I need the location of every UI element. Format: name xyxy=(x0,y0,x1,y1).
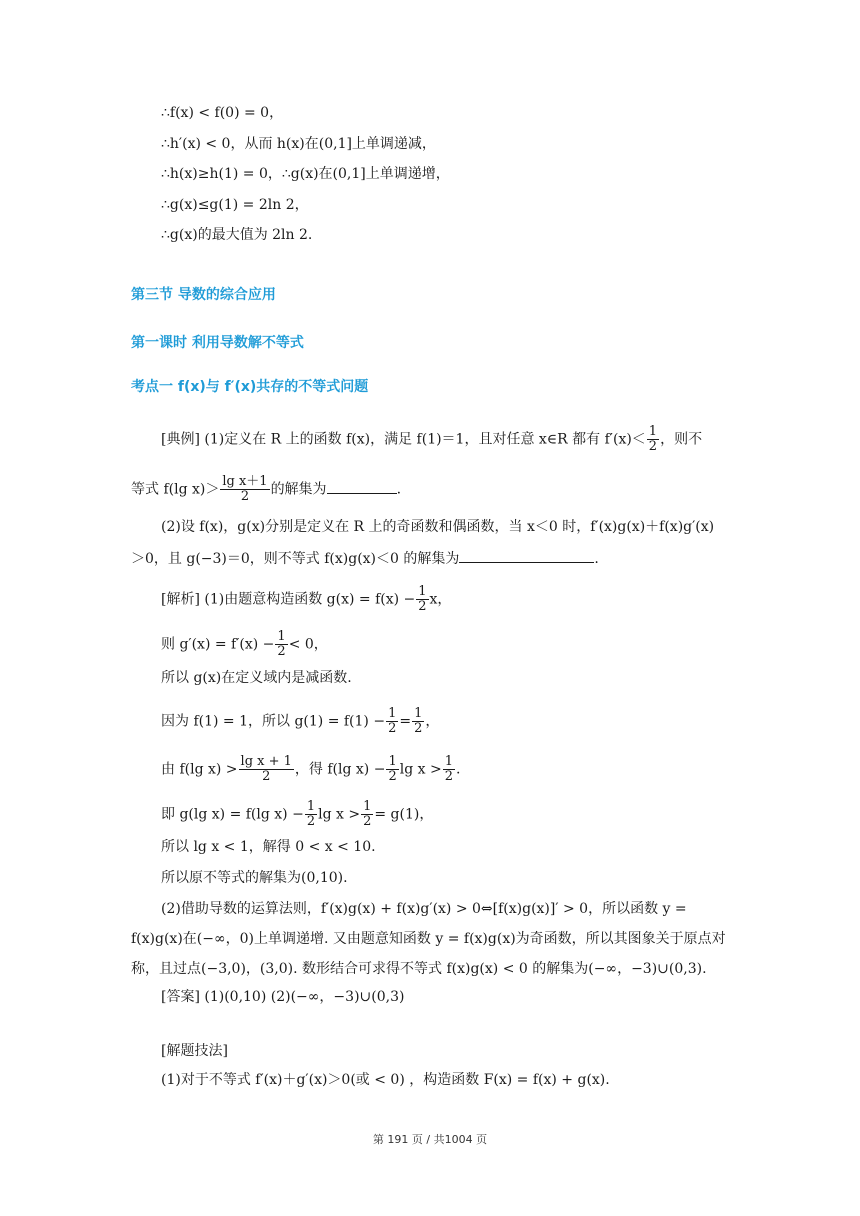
analysis-line-7: 所以 lg x < 1，解得 0 < x < 10. xyxy=(161,839,376,855)
example-line-1: [典例] (1)定义在 R 上的函数 f(x)，满足 f(1)＝1，且对任意 x∈R 都有 f′(x)＜ $\frac{1}{2}$ ，则不 xyxy=(161,424,703,454)
analysis-line-4: 因为 f(1) = 1，所以 g(1) = f(1) − $\frac{1}{2}$ = $\frac{1}{2}$ ， xyxy=(161,706,440,736)
analysis-line-3: 所以 g(x)在定义域内是减函数. xyxy=(161,670,352,686)
fraction: $\frac{\text{lg x + 1}}{2}$ xyxy=(240,754,292,784)
example-line-3: (2)设 f(x)，g(x)分别是定义在 R 上的奇函数和偶函数，当 x＜0 时，f′(x)g(x)＋f(x)g′(x) xyxy=(161,519,715,535)
analysis-line-8: 所以原不等式的解集为(0,10). xyxy=(161,870,348,886)
fraction: $\frac{1}{2}$ xyxy=(388,754,397,784)
fraction: $\frac{1}{2}$ xyxy=(418,584,427,614)
fraction: $\frac{1}{2}$ xyxy=(388,706,397,736)
analysis-line-1: [解析] (1)由题意构造函数 g(x) = f(x) − $\frac{1}{2}$ x， xyxy=(161,584,452,614)
analysis-line-5: 由 f(lg x) > $\frac{\text{lg x + 1}}{2}$ ，得 f(lg x) − $\frac{1}{2}$ lg x > $\frac{1}{2}$ . xyxy=(161,754,461,784)
analysis-line-6: 即 g(lg x) = f(lg x) − $\frac{1}{2}$ lg x > $\frac{1}{2}$ = g(1)， xyxy=(161,799,434,829)
section-title: 第三节 导数的综合应用 xyxy=(131,287,276,303)
answer-blank xyxy=(327,479,397,494)
fraction: $\frac{1}{2}$ xyxy=(306,799,316,829)
page-footer: 第 191 页 / 共1004 页 xyxy=(372,1133,488,1146)
fraction: $\frac{1}{2}$ xyxy=(414,706,423,736)
fraction: $\frac{\text{lg x＋1}}{2}$ xyxy=(222,474,268,504)
example-line-2: 等式 f(lg x)＞ $\frac{\text{lg x＋1}}{2}$ 的解集为 . xyxy=(131,474,402,504)
fraction: $\frac{1}{2}$ xyxy=(444,754,453,784)
answer-line: [答案] (1)(0,10) (2)(−∞，−3)∪(0,3) xyxy=(161,989,405,1005)
derivation-line: ∴h(x)≥h(1) = 0，∴g(x)在(0,1]上单调递增， xyxy=(161,166,450,182)
derivation-line: ∴f(x) < f(0) = 0， xyxy=(161,105,284,121)
derivation-line: ∴h′(x) < 0，从而 h(x)在(0,1]上单调递减， xyxy=(161,136,436,152)
example-line-4: ＞0，且 g(−3)＝0，则不等式 f(x)g(x)＜0 的解集为 . xyxy=(131,548,599,569)
derivation-line: ∴g(x)≤g(1) = 2ln 2， xyxy=(161,197,309,213)
derivation-line: ∴g(x)的最大值为 2ln 2. xyxy=(161,227,313,243)
technique-line-1: (1)对于不等式 f′(x)＋g′(x)＞0(或 < 0) ，构造函数 F(x) = f(x) + g(x). xyxy=(161,1072,610,1088)
lesson-title: 第一课时 利用导数解不等式 xyxy=(131,335,304,351)
fraction: $\frac{1}{2}$ xyxy=(363,799,372,829)
fraction: $\frac{1}{2}$ xyxy=(277,629,286,659)
analysis-paragraph-2: (2)借助导数的运算法则，f′(x)g(x) + f(x)g′(x) > 0⇔[f(x)g(x)]′ > 0，所以函数 y = f(x)g(x)在(−∞，0)上单调递增. 又由题意知函数 y = f(x)g(x)为奇函数，所以其图象关于原点对称，且过点(−3,0)，(3,0). 数形结合可求得不等式 f(x)g(x) < 0 的解集为(−∞，−3)∪(0,3). xyxy=(131,901,726,977)
analysis-line-2: 则 g′(x) = f′(x) − $\frac{1}{2}$ < 0， xyxy=(161,629,328,659)
answer-blank xyxy=(459,548,594,563)
point-title: 考点一 f(x)与 f′(x)共存的不等式问题 xyxy=(131,379,369,395)
fraction: $\frac{1}{2}$ xyxy=(648,424,658,454)
technique-title: [解题技法] xyxy=(161,1043,228,1059)
